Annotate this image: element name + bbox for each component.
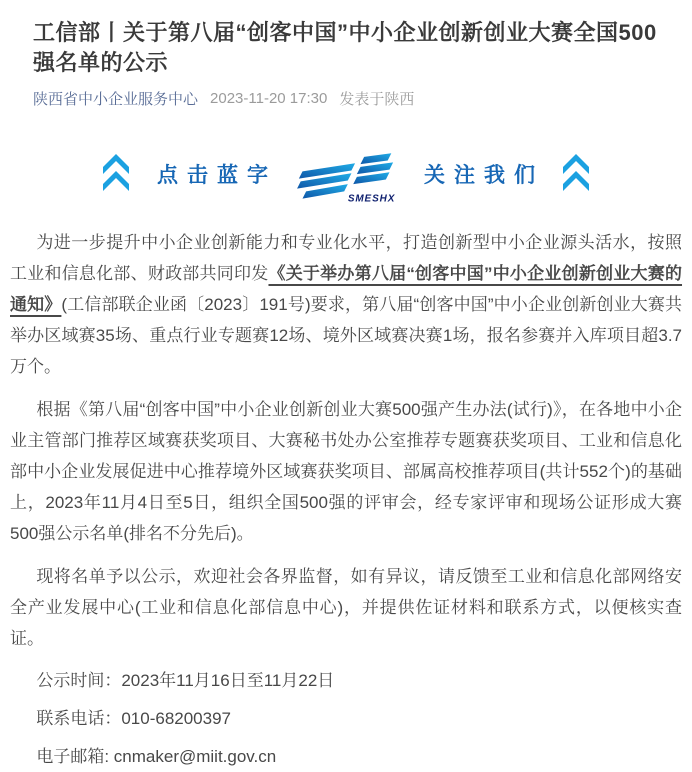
- follow-us-banner[interactable]: [8, 133, 684, 215]
- double-chevron-up-icon-left: [102, 153, 130, 195]
- publish-datetime: 2023-11-20 17:30: [210, 90, 328, 107]
- paragraph-selection-process: 根据《第八届“创客中国”中小企业创新创业大赛500强产生办法(试行)》，在各地中小企业主管部门推荐区域赛获奖项目、大赛秘书处办公室推荐专题赛获奖项目、工业和信息化部中小企业发展促进中心推荐境外区域赛获奖项目、部属高校推荐项目(共计552个)的基础上，2023年11月4日至5日，组织全国500强的评审会，经专家评审和现场公证形成大赛500强公示名单(排名不分先后)。: [10, 400, 682, 543]
- author-account-link[interactable]: 陕西省中小企业服务中心: [33, 91, 199, 108]
- smeshx-logo: [295, 146, 397, 204]
- click-blue-text-label: 点击蓝字: [157, 164, 277, 187]
- contact-email-line: 电子邮箱: cnmaker@miit.gov.cn: [36, 747, 277, 766]
- article-header: [8, 18, 684, 109]
- follow-us-text-label: 关注我们: [424, 164, 544, 187]
- publish-location: 发表于陕西: [339, 91, 415, 108]
- notice-document-link[interactable]: 《关于举办第八届“创客中国”中小企业创新创业大赛的通知》: [10, 264, 683, 314]
- double-chevron-up-icon-right: [562, 153, 590, 195]
- article-meta: [33, 88, 659, 109]
- publicity-period-line: 公示时间：2023年11月16日至11月22日: [36, 671, 335, 690]
- paragraph-intro-post: (工信部联企业函〔2023〕191号)要求，第八届“创客中国”中小企业创新创业大赛共举办区域赛35场、重点行业专题赛12场、境外区域赛决赛1场，报名参赛并入库项目超3.7万个。: [10, 295, 683, 376]
- paragraph-intro: [10, 227, 682, 382]
- paragraph-intro-pre: 为进一步提升中小企业创新能力和专业化水平，打造创新型中小企业源头活水，按照工业和信息化部、财政部共同印发: [10, 233, 682, 283]
- article-title: 工信部丨关于第八届“创客中国”中小企业创新创业大赛全国500强名单的公示: [33, 20, 657, 75]
- contact-phone-line: 联系电话：010-68200397: [36, 709, 232, 728]
- article-body: [8, 227, 684, 772]
- paragraph-feedback: 现将名单予以公示，欢迎社会各界监督，如有异议，请反馈至工业和信息化部网络安全产业发展中心(工业和信息化部信息中心)，并提供佐证材料和联系方式，以便核实查证。: [10, 567, 682, 648]
- smeshx-logo-text: SMESHX: [347, 193, 396, 205]
